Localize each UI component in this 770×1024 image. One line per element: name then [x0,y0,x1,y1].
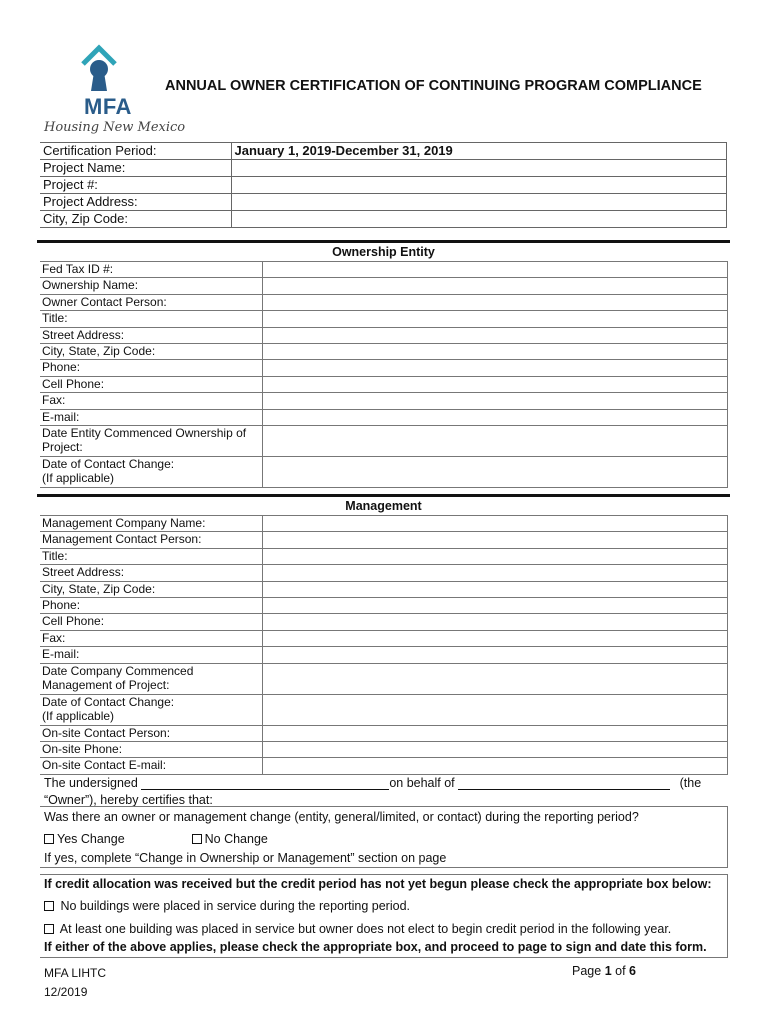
field-label-line2: Management of Project: [42,678,170,693]
certify-prefix: The undersigned [44,776,138,790]
field-value[interactable] [262,630,728,646]
footer-form-date: 12/2019 [44,985,88,999]
one-building-label: At least one building was placed in service but owner does not elect to begin credit period in the following year. [59,922,672,936]
certify-middle: on behalf of [389,776,455,790]
field-label: Fed Tax ID #: [40,262,262,278]
cert-row [40,177,727,194]
credit-period-box [40,874,728,958]
field-value[interactable] [262,294,728,310]
field-value[interactable] [262,376,728,392]
field-label-line2: (If applicable) [42,709,115,724]
page-indicator [572,964,636,978]
cert-label: Project #: [40,177,231,194]
field-label [40,425,262,456]
field-label: Title: [40,548,262,564]
page-total: 6 [629,964,636,978]
field-label: Fax: [40,630,262,646]
field-value[interactable] [262,725,728,741]
field-label: Phone: [40,360,262,376]
field-label: City, State, Zip Code: [40,343,262,359]
field-value[interactable] [262,597,728,613]
field-label: Owner Contact Person: [40,294,262,310]
cert-label: Certification Period: [40,143,231,160]
cert-value[interactable]: January 1, 2019-December 31, 2019 [231,143,727,160]
field-label-line1: Date of Contact Change: [42,456,175,471]
field-value[interactable] [262,565,728,581]
cert-label: Project Address: [40,194,231,211]
field-label: Title: [40,311,262,327]
field-value[interactable] [262,741,728,757]
cert-value[interactable] [231,211,727,228]
field-label-line1: Date of Contact Change: [42,694,175,709]
ownership-heading: Ownership Entity [332,245,435,259]
certify-statement [44,776,724,807]
field-value[interactable] [262,343,728,359]
no-change-checkbox[interactable] [192,834,202,844]
house-keyhole-icon [81,44,117,94]
field-value[interactable] [262,425,728,456]
certify-suffix: (the [679,776,702,790]
cert-label: City, Zip Code: [40,211,231,228]
field-value[interactable] [262,758,728,774]
field-label [40,456,262,487]
yes-change-label: Yes Change [57,832,125,846]
yes-change-checkbox[interactable] [44,834,54,844]
field-value[interactable] [262,532,728,548]
field-label: E-mail: [40,647,262,663]
cert-row [40,143,727,160]
field-label-line1: Date Company Commenced [42,663,194,678]
cert-row [40,211,727,228]
ownership-table [40,261,728,488]
field-label [40,694,262,725]
management-heading: Management [345,499,422,513]
field-label: Management Company Name: [40,516,262,532]
field-value[interactable] [262,694,728,725]
change-note: If yes, complete “Change in Ownership or Management” section on page [44,851,447,865]
change-question-box [40,806,728,868]
field-label: Street Address: [40,565,262,581]
field-value[interactable] [262,663,728,694]
field-value[interactable] [262,456,728,487]
field-value[interactable] [262,581,728,597]
footer-form-name: MFA LIHTC [44,966,107,980]
field-label: Management Contact Person: [40,532,262,548]
certify-line2: “Owner”), hereby certifies that: [44,793,213,807]
cert-value[interactable] [231,194,727,211]
cert-value[interactable] [231,177,727,194]
field-value[interactable] [262,614,728,630]
field-label-line2: (If applicable) [42,471,115,486]
field-value[interactable] [262,393,728,409]
page-word: Page [572,964,602,978]
undersigned-name-field[interactable] [141,778,389,790]
cert-label: Project Name: [40,160,231,177]
credit-heading: If credit allocation was received but the credit period has not yet begun please check the appropriate box below: [44,877,712,891]
field-label: Street Address: [40,327,262,343]
footer-form-info [44,964,106,1002]
of-word: of [615,964,626,978]
field-label: Cell Phone: [40,376,262,392]
field-label: On-site Contact E-mail: [40,758,262,774]
field-label: Cell Phone: [40,614,262,630]
certification-table [40,142,727,228]
field-label-line1: Date Entity Commenced Ownership of [42,425,247,440]
mfa-logo [40,44,186,140]
management-table [40,515,728,775]
field-label: Fax: [40,393,262,409]
field-value[interactable] [262,647,728,663]
field-value[interactable] [262,311,728,327]
no-change-label: No Change [204,832,268,846]
field-label: City, State, Zip Code: [40,581,262,597]
section-divider [37,240,730,243]
field-label [40,663,262,694]
no-buildings-checkbox[interactable] [44,901,54,911]
field-label: Phone: [40,597,262,613]
field-label: On-site Phone: [40,741,262,757]
cert-row [40,160,727,177]
one-building-checkbox[interactable] [44,924,54,934]
cert-value[interactable] [231,160,727,177]
field-value[interactable] [262,262,728,278]
logo-abbrev: MFA [84,94,132,119]
cert-row [40,194,727,211]
owner-name-field[interactable] [458,778,670,790]
field-value[interactable] [262,516,728,532]
field-value[interactable] [262,409,728,425]
field-value[interactable] [262,327,728,343]
field-label: E-mail: [40,409,262,425]
field-value[interactable] [262,548,728,564]
page-number: 1 [604,964,612,978]
field-label: Ownership Name: [40,278,262,294]
field-value[interactable] [262,360,728,376]
field-value[interactable] [262,278,728,294]
no-buildings-label: No buildings were placed in service during the reporting period. [60,899,410,913]
field-label-line2: Project: [42,440,83,455]
change-question: Was there an owner or management change (entity, general/limited, or contact) during the reporting period? [44,810,639,824]
credit-footer: If either of the above applies, please check the appropriate box, and proceed to page to sign and date this form. [44,940,707,954]
document-title: ANNUAL OWNER CERTIFICATION OF CONTINUING PROGRAM COMPLIANCE [165,78,702,94]
section-divider [37,494,730,497]
logo-tagline: Housing New Mexico [44,120,186,135]
field-label: On-site Contact Person: [40,725,262,741]
